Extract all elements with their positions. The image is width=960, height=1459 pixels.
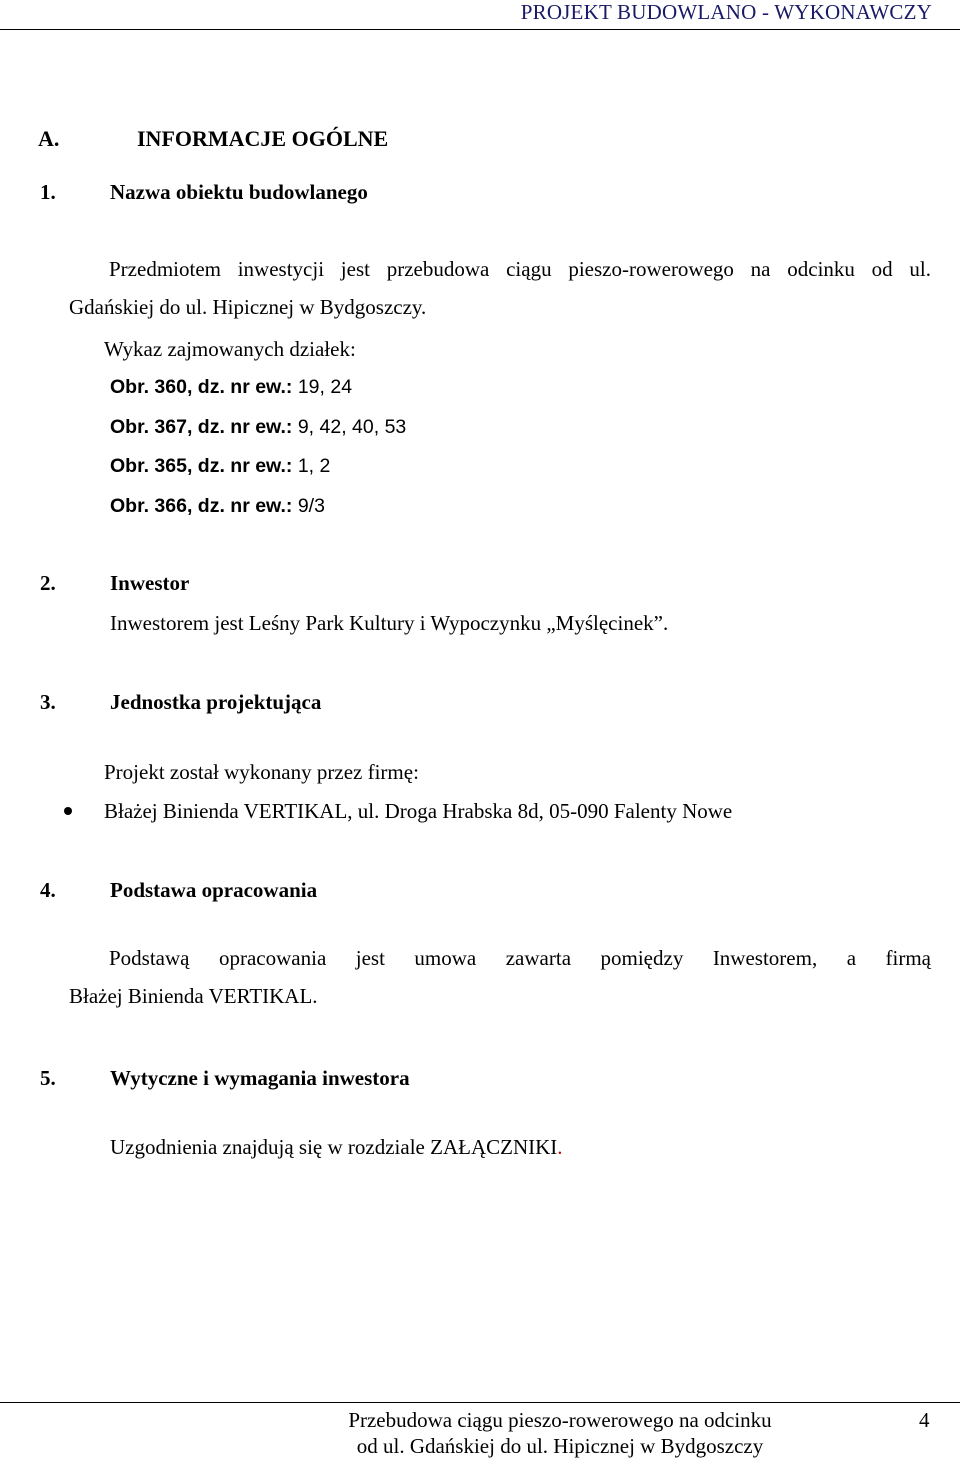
item-1-paragraph-line-1: Przedmiotem inwestycji jest przebudowa ciągu pieszo-rowerowego na odcinku od ul.	[109, 257, 931, 281]
item-3-intro: Projekt został wykonany przez firmę:	[104, 760, 419, 784]
item-2-number: 2.	[40, 571, 56, 595]
item-3-title: Jednostka projektująca	[110, 690, 322, 714]
item-5-text: Uzgodnienia znajdują się w rozdziale ZAŁĄCZNIKI	[110, 1135, 558, 1159]
bullet-icon	[64, 807, 72, 815]
item-3-bullet-text: Błażej Binienda VERTIKAL, ul. Droga Hrabska 8d, 05-090 Falenty Nowe	[104, 799, 733, 823]
item-4-number: 4.	[40, 878, 56, 902]
item-5-title: Wytyczne i wymagania inwestora	[110, 1066, 410, 1090]
plot-row	[110, 376, 352, 399]
item-2-text: Inwestorem jest Leśny Park Kultury i Wypoczynku „Myślęcinek”.	[110, 611, 669, 635]
header-rule	[0, 29, 960, 30]
item-5-text-line	[110, 1135, 563, 1160]
footer-line-1: Przebudowa ciągu pieszo-rowerowego na odcinku	[348, 1408, 772, 1432]
plot-value: 9, 42, 40, 53	[292, 416, 407, 438]
plot-value: 9/3	[292, 495, 325, 517]
item-3-number: 3.	[40, 690, 56, 714]
page-number: 4	[919, 1408, 930, 1432]
running-header: PROJEKT BUDOWLANO - WYKONAWCZY	[520, 0, 932, 24]
item-5-trailing-mark: .	[557, 1135, 563, 1159]
footer-line-2: od ul. Gdańskiej do ul. Hipicznej w Bydgoszczy	[356, 1434, 764, 1458]
section-title: INFORMACJE OGÓLNE	[137, 126, 389, 151]
plot-row	[110, 495, 325, 518]
footer-rule	[0, 1402, 960, 1403]
plot-value: 19, 24	[292, 376, 353, 398]
plot-label: Obr. 367, dz. nr ew.:	[110, 416, 293, 438]
item-1-paragraph-line-2: Gdańskiej do ul. Hipicznej w Bydgoszczy.	[69, 295, 427, 319]
plot-value: 1, 2	[292, 455, 331, 477]
plot-row	[110, 455, 330, 478]
item-4-paragraph-line-1: Podstawą opracowania jest umowa zawarta pomiędzy Inwestorem, a firmą	[109, 946, 931, 970]
item-4-title: Podstawa opracowania	[110, 878, 318, 902]
item-2-title: Inwestor	[110, 571, 190, 595]
item-1-paragraph	[69, 250, 931, 326]
item-4-paragraph-line-2: Błażej Binienda VERTIKAL.	[69, 984, 318, 1008]
plot-row	[110, 416, 406, 439]
item-1-number: 1.	[40, 180, 56, 204]
plot-label: Obr. 365, dz. nr ew.:	[110, 455, 293, 477]
footer-title-block	[240, 1407, 880, 1459]
item-1-title: Nazwa obiektu budowlanego	[110, 180, 368, 204]
item-4-paragraph	[69, 939, 931, 1015]
item-5-number: 5.	[40, 1066, 56, 1090]
plots-heading: Wykaz zajmowanych działek:	[104, 337, 356, 361]
plot-label: Obr. 360, dz. nr ew.:	[110, 376, 293, 398]
section-letter: A.	[38, 126, 60, 151]
plot-label: Obr. 366, dz. nr ew.:	[110, 495, 293, 517]
